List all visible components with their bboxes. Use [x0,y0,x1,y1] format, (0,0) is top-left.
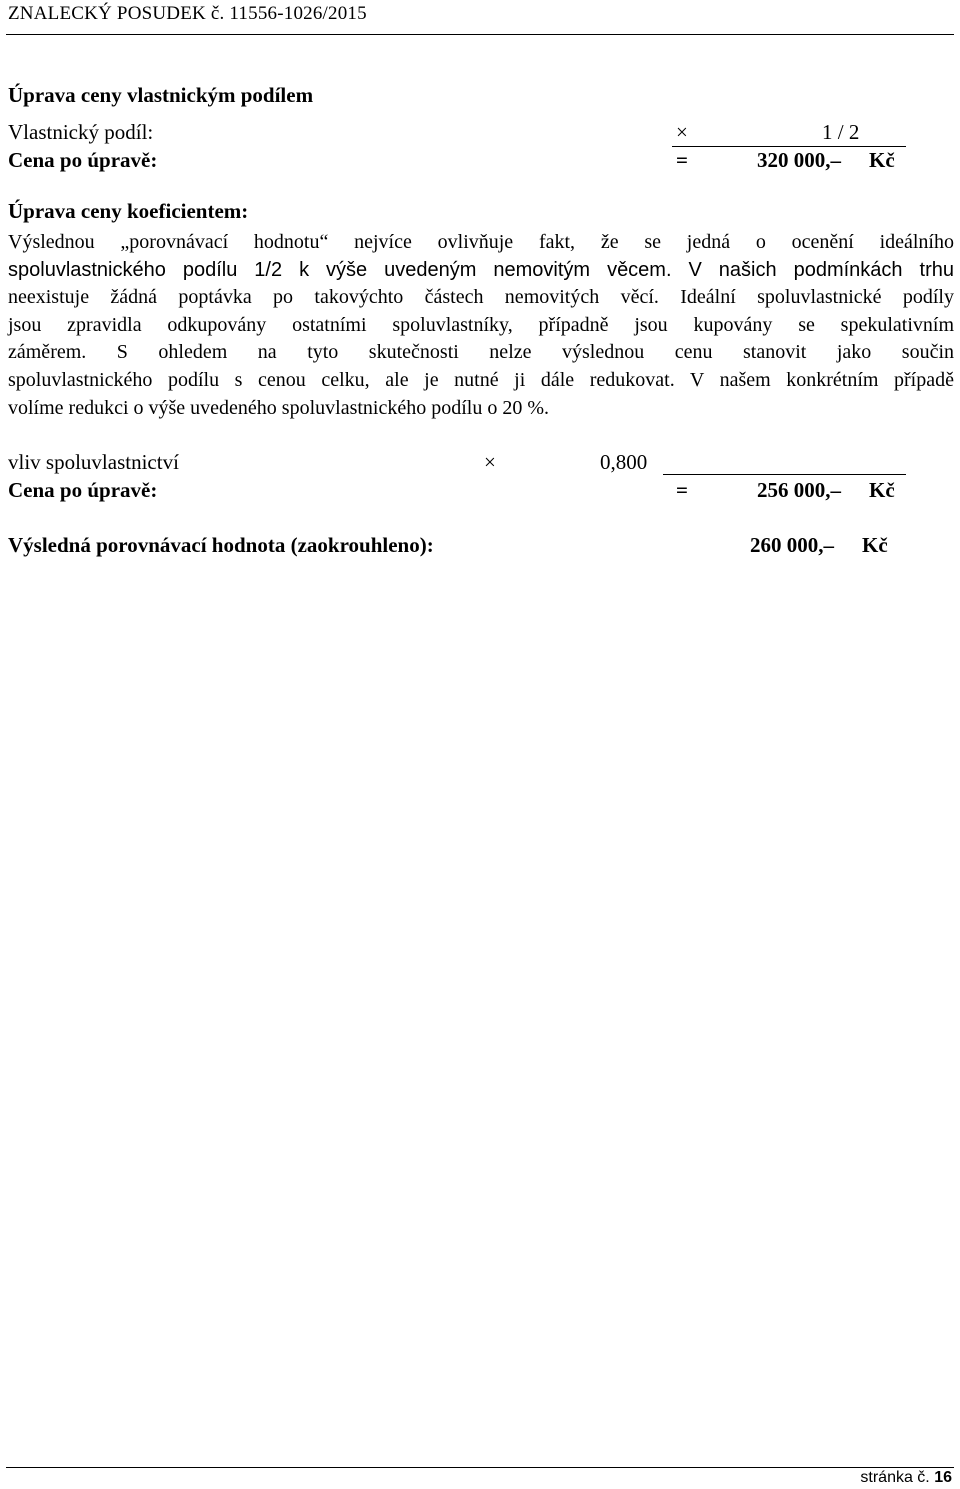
paragraph-line: záměrem. S ohledem na tyto skutečnosti nelze výslednou cenu stanovit jako součin [8,341,954,364]
result-currency: Kč [862,533,888,557]
price-currency: Kč [869,478,895,502]
document-title: ZNALECKÝ POSUDEK č. 11556-1026/2015 [8,3,367,24]
paragraph-line: neexistuje žádná poptávka po takovýchto částech nemovitých věcí. Ideální spoluvlastnické podíly [8,286,954,309]
paragraph-line: jsou zpravidla odkupovány ostatními spoluvlastníky, případně jsou kupovány se spekulativním [8,313,954,336]
price-currency: Kč [869,148,895,172]
price-label: Cena po úpravě: [8,478,158,502]
factor-value: 0,800 [600,450,648,474]
paragraph-line: volíme redukci o výše uvedeného spoluvlastnického podílu o 20 %. [8,396,550,419]
paragraph-line: Výslednou „porovnávací hodnotu“ nejvíce ovlivňuje fakt, že se jedná o ocenění ideálního [8,231,954,253]
price-label: Cena po úpravě: [8,148,158,172]
multiply-operator: × [484,450,496,474]
share-value: 1 / 2 [822,120,860,144]
sum-rule [672,146,906,147]
paragraph-line: spoluvlastnického podílu s cenou celku, ale je nutné ji dále redukovat. V našem konkrétním případě [8,368,954,391]
paragraph-line: spoluvlastnického podílu 1/2 k výše uvedeným nemovitým věcem. V našich podmínkách trhu [8,258,954,281]
page-label: stránka č. [860,1469,930,1486]
header-divider [6,34,954,35]
sum-rule [663,474,906,475]
result-label: Výsledná porovnávací hodnota (zaokrouhleno): [8,533,434,557]
footer-divider [6,1467,954,1468]
equals-operator: = [676,478,688,502]
explanation-paragraph [8,229,954,422]
equals-operator: = [676,148,688,172]
page-footer [860,1469,952,1487]
result-value: 260 000,– [750,533,834,557]
section-heading-coefficient: Úprava ceny koeficientem: [8,199,249,223]
factor-label: vliv spoluvlastnictví [8,450,179,474]
price-value: 320 000,– [757,148,841,172]
page-number: 16 [934,1469,952,1486]
price-value: 256 000,– [757,478,841,502]
share-label: Vlastnický podíl: [8,120,154,144]
section-heading-ownership: Úprava ceny vlastnickým podílem [8,83,314,107]
multiply-operator: × [676,120,688,144]
